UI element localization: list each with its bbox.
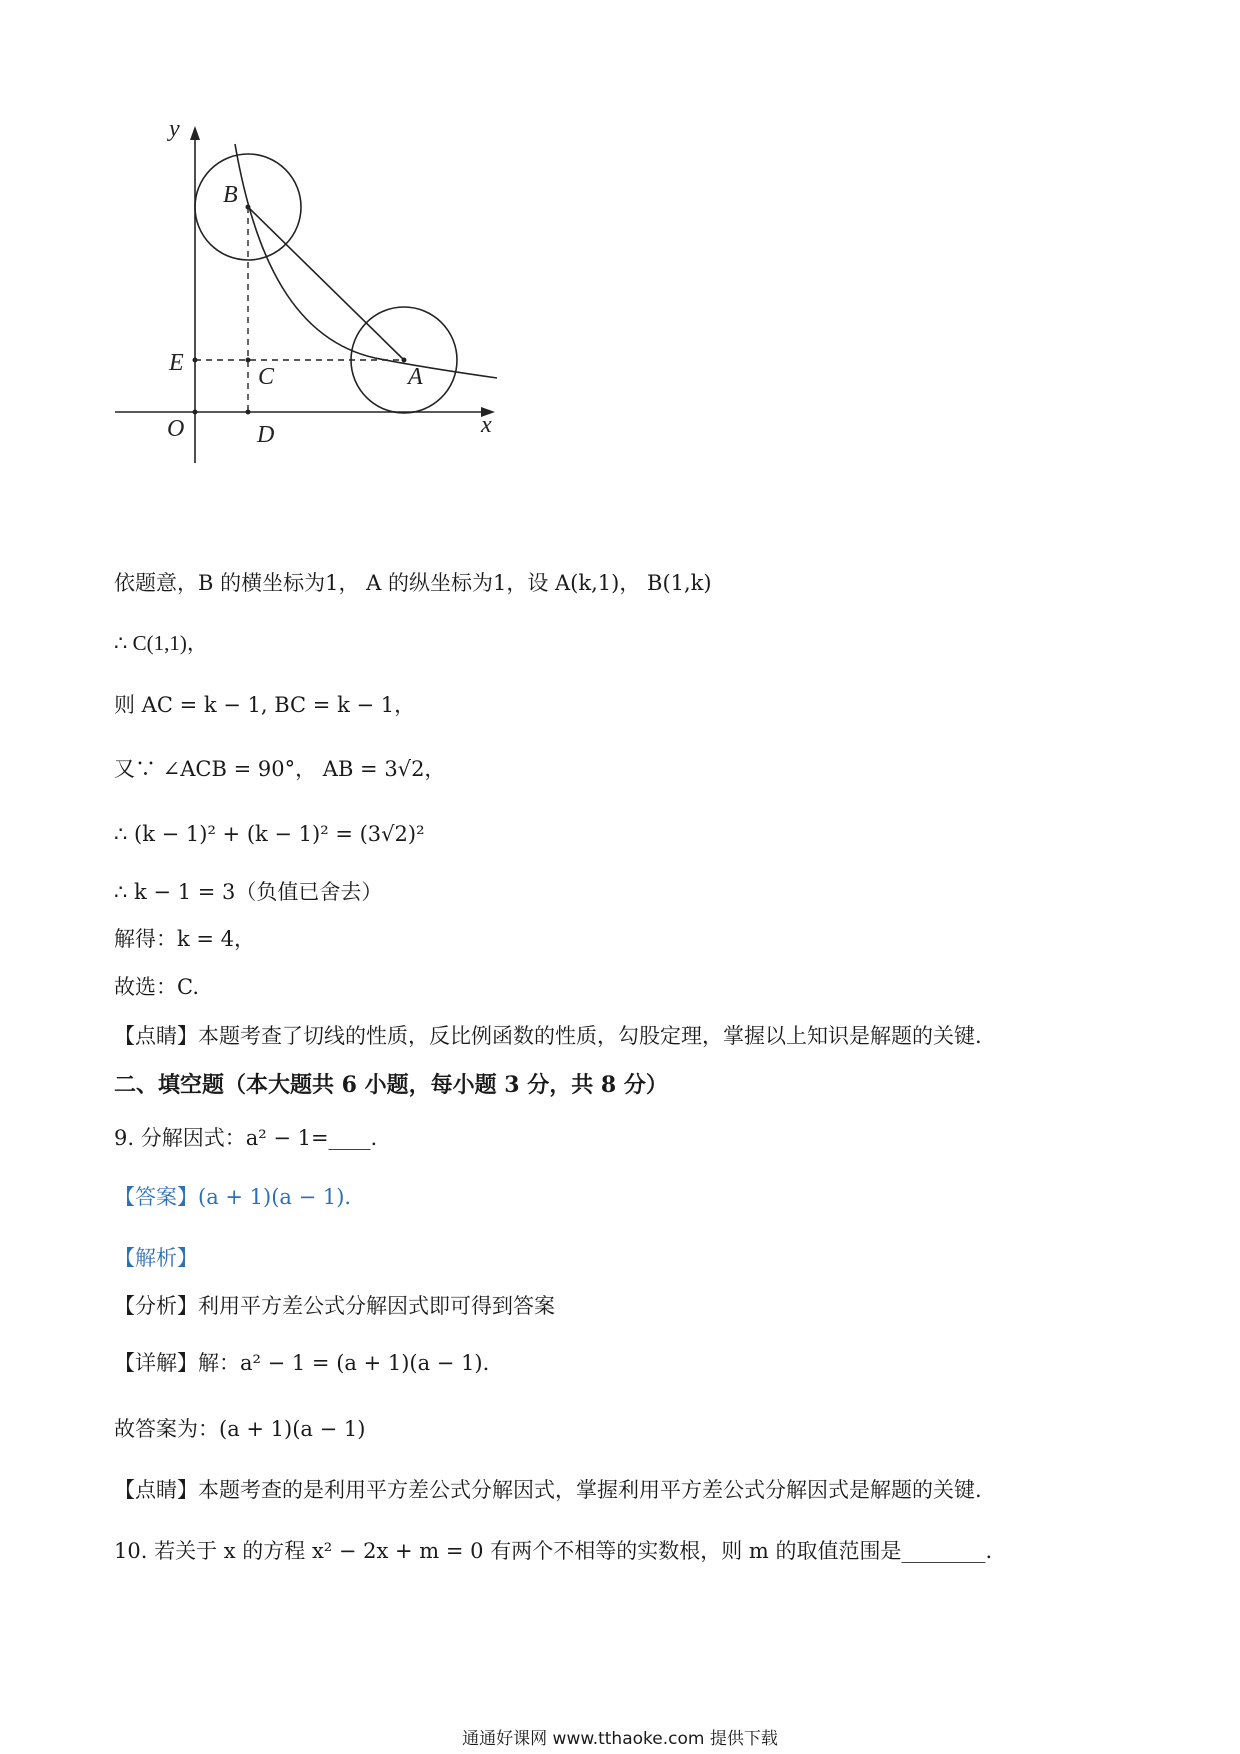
point-o xyxy=(193,410,198,415)
solution-line-2: ∴ C(1,1)， xyxy=(114,631,208,655)
footer: 通通好课网 www.tthaoke.com 提供下载 xyxy=(462,1729,778,1749)
point-c xyxy=(246,358,251,363)
label-y: y xyxy=(169,120,180,142)
point-a xyxy=(402,358,407,363)
label-o: O xyxy=(167,416,185,442)
analysis-text: 【分析】利用平方差公式分解因式即可得到答案 xyxy=(114,1294,555,1318)
label-c: C xyxy=(258,364,275,390)
solution-line-1: 依题意，B 的横坐标为1， A 的纵坐标为1，设 A(k,1)， B(1,k) xyxy=(114,571,712,595)
detail-text: 【详解】解：a² − 1 = (a + 1)(a − 1). xyxy=(114,1351,490,1375)
label-e: E xyxy=(169,350,184,376)
solution-line-5: ∴ (k − 1)² + (k − 1)² = (3√2)² xyxy=(114,822,425,846)
label-b: B xyxy=(223,182,238,208)
label-d: D xyxy=(257,422,275,448)
solution-line-8: 故选：C. xyxy=(114,975,199,999)
point-e xyxy=(193,358,198,363)
point-d xyxy=(246,410,251,415)
hyperbola-curve xyxy=(235,144,497,378)
geometry-figure xyxy=(115,120,575,540)
solution-line-3: 则 AC = k − 1, BC = k − 1， xyxy=(114,693,416,717)
solution-line-4: 又∵ ∠ACB = 90°， AB = 3√2， xyxy=(114,757,446,781)
y-axis-arrow xyxy=(190,126,200,140)
question-9: 9. 分解因式：a² − 1=____. xyxy=(114,1126,378,1150)
question-10: 10. 若关于 x 的方程 x² − 2x + m = 0 有两个不相等的实数根，则 m 的取值范围是________. xyxy=(114,1539,993,1563)
solution-line-6: ∴ k − 1 = 3（负值已舍去） xyxy=(114,880,383,904)
section-heading: 二、填空题（本大题共 6 小题，每小题 3 分，共 8 分） xyxy=(114,1072,668,1098)
comment-line-1: 【点睛】本题考查了切线的性质，反比例函数的性质，勾股定理，掌握以上知识是解题的关键. xyxy=(114,1024,982,1048)
point-b xyxy=(246,205,251,210)
final-answer-text: 故答案为：(a + 1)(a − 1) xyxy=(114,1417,366,1441)
label-a: A xyxy=(408,364,423,390)
label-x: x xyxy=(481,412,492,438)
analysis-heading: 【解析】 xyxy=(114,1246,198,1270)
solution-line-7: 解得：k = 4， xyxy=(114,927,256,951)
comment-line-2: 【点睛】本题考查的是利用平方差公式分解因式，掌握利用平方差公式分解因式是解题的关键. xyxy=(114,1478,982,1502)
answer-9: 【答案】(a + 1)(a − 1). xyxy=(114,1185,352,1209)
